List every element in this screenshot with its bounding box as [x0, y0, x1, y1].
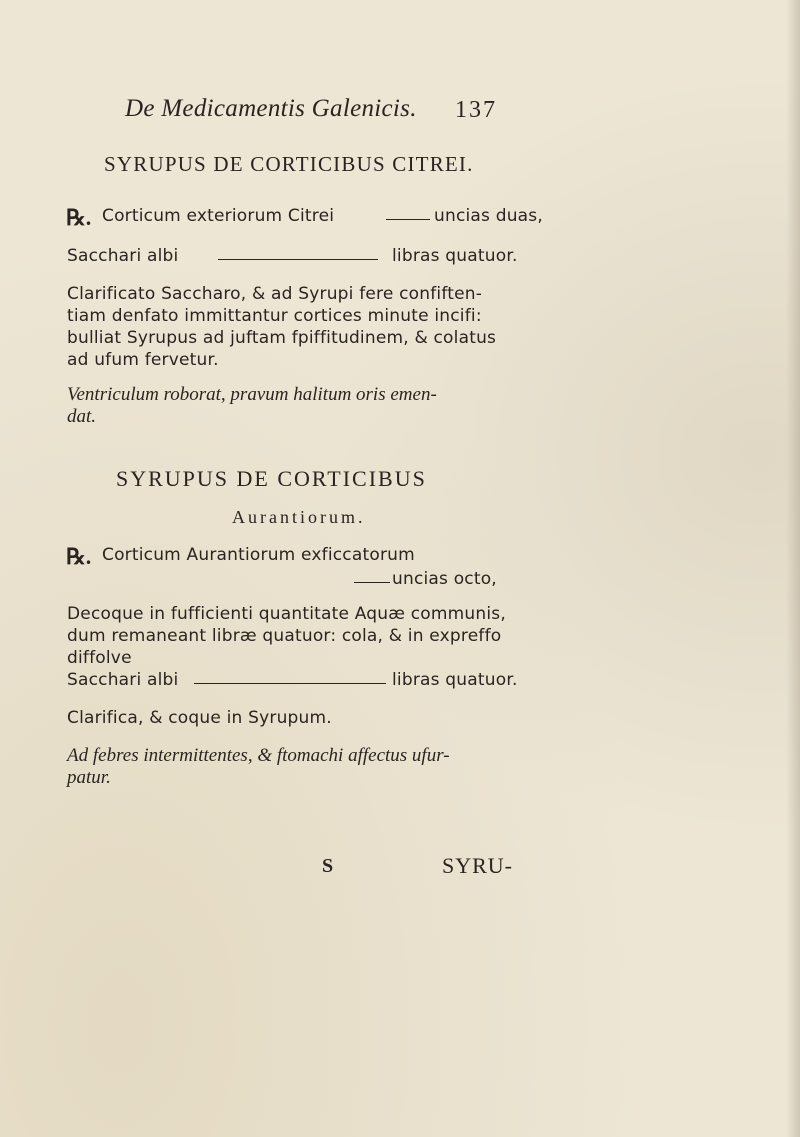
s1-dash-2 — [218, 259, 378, 260]
signature-mark: S — [322, 855, 334, 877]
rx-symbol-2: ℞. — [66, 544, 92, 569]
s1-instruction-line-4: ad ufum fervetur. — [67, 350, 219, 370]
s2-usage-line-1: Ad febres intermittentes, & ftomachi affectus ufur- — [67, 745, 450, 766]
s2-dash-2 — [194, 683, 386, 684]
page-number: 137 — [455, 97, 497, 123]
page-edge-shadow — [786, 0, 800, 1137]
s2-ingredient2-name: Sacchari albi — [67, 670, 179, 690]
s1-ingredient2-qty: libras quatuor. — [392, 246, 518, 266]
s2-ingredient1-name: Corticum Aurantiorum exficcatorum — [102, 545, 415, 565]
s2-instruction-line-3: diffolve — [67, 648, 132, 668]
section2-subtitle: Aurantiorum. — [232, 507, 366, 527]
s1-instruction-line-2: tiam denfato immittantur cortices minute incifi: — [67, 306, 482, 326]
s2-ingredient1-qty: uncias octo, — [392, 569, 497, 589]
section1-title: SYRUPUS DE CORTICIBUS CITREI. — [104, 152, 474, 176]
catchword: SYRU- — [442, 853, 514, 878]
s1-ingredient1-qty: uncias duas, — [434, 206, 543, 226]
s2-dash-1 — [354, 582, 390, 583]
s2-clarify: Clarifica, & coque in Syrupum. — [67, 708, 332, 728]
section2-title: SYRUPUS DE CORTICIBUS — [116, 466, 427, 491]
s1-instruction-line-3: bulliat Syrupus ad juftam fpiffitudinem, & colatus — [67, 328, 497, 348]
s2-usage-line-2: patur. — [67, 767, 111, 788]
s2-ingredient2-qty: libras quatuor. — [392, 670, 518, 690]
s2-instruction-line-2: dum remaneant libræ quatuor: cola, & in expreffo — [67, 626, 502, 646]
s1-instruction-line-1: Clarificato Saccharo, & ad Syrupi fere confiften- — [67, 284, 483, 304]
s1-usage-line-1: Ventriculum roborat, pravum halitum oris emen- — [67, 384, 437, 405]
s1-ingredient2-name: Sacchari albi — [67, 246, 179, 266]
s2-instruction-line-1: Decoque in fufficienti quantitate Aquæ communis, — [67, 604, 506, 624]
rx-symbol-1: ℞. — [66, 205, 92, 230]
s1-dash-1 — [386, 219, 430, 220]
running-header-title: De Medicamentis Galenicis. — [125, 95, 417, 122]
s1-ingredient1-name: Corticum exteriorum Citrei — [102, 206, 335, 226]
s1-usage-line-2: dat. — [67, 406, 97, 427]
